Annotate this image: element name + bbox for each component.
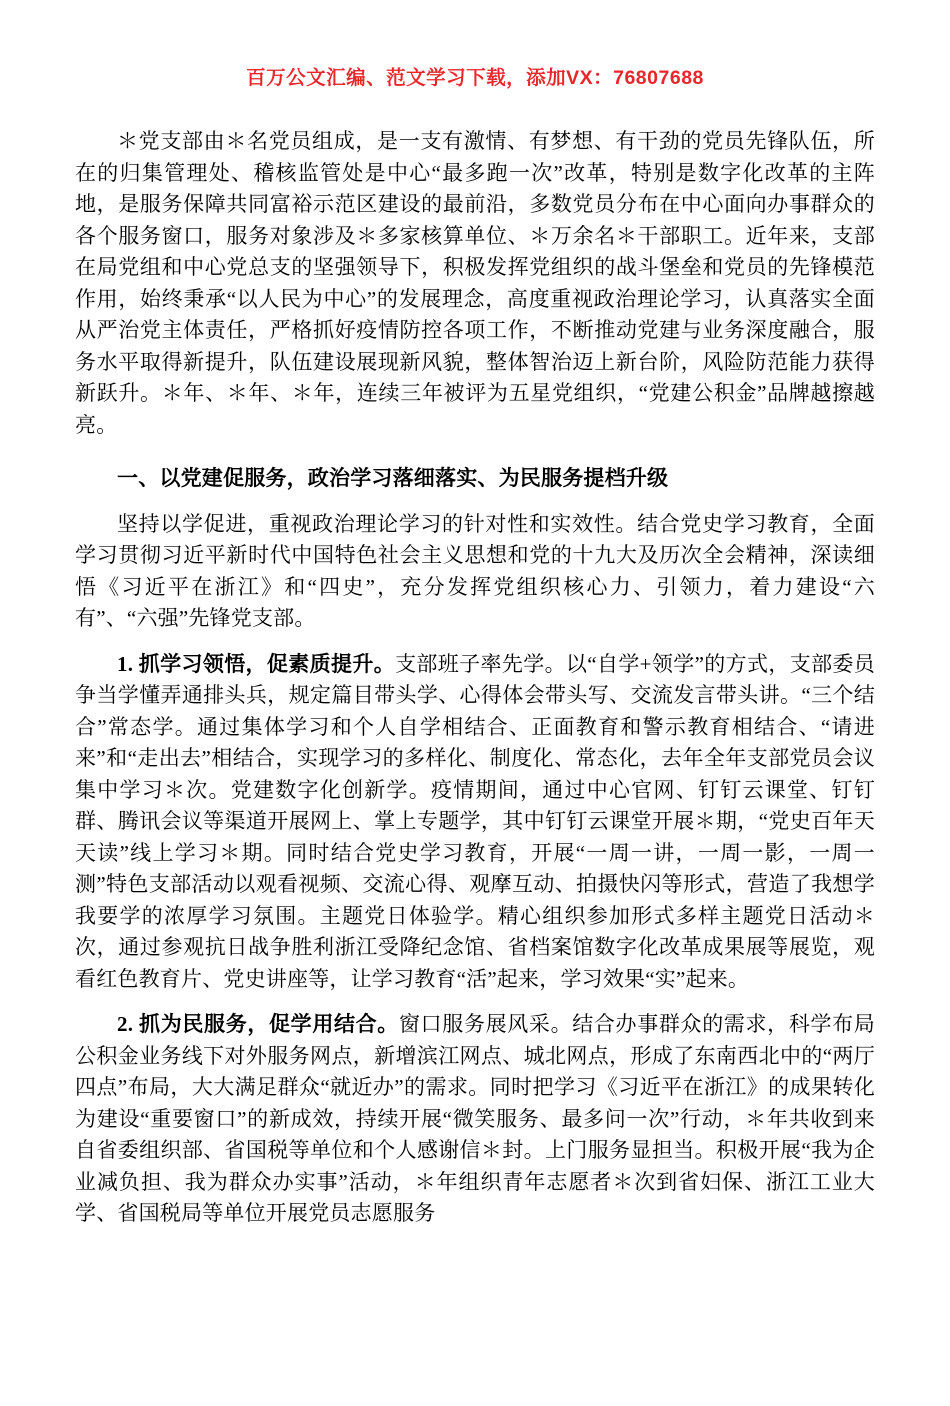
paragraph-item-2 xyxy=(75,1009,875,1230)
section-heading-1: 一、以党建促服务，政治学习落细落实、为民服务提档升级 xyxy=(117,466,669,490)
document-page xyxy=(0,62,950,1406)
item-1-lead: 1. 抓学习领悟，促素质提升。 xyxy=(117,651,396,676)
paragraph-intro: ＊党支部由＊名党员组成，是一支有激情、有梦想、有干劲的党员先锋队伍，所在的归集管理处、稽核监管处是中心“最多跑一次”改革，特别是数字化改革的主阵地，是服务保障共同富裕示范区建设的最前沿，多数党员分布在中心面向办事群众的各个服务窗口，服务对象涉及＊多家核算单位、＊万余名＊干部职工。近年来，支部在局党组和中心党总支的坚强领导下，积极发挥党组织的战斗堡垒和党员的先锋模范作用，始终秉承“以人民为中心”的发展理念，高度重视政治理论学习，认真落实全面从严治党主体责任，严格抓好疫情防控各项工作，不断推动党建与业务深度融合，服务水平取得新提升，队伍建设展现新风貌，整体智治迈上新台阶，风险防范能力获得新跃升。＊年、＊年、＊年，连续三年被评为五星党组织，“党建公积金”品牌越擦越亮。 xyxy=(75,129,875,437)
item-2-text: 窗口服务展风采。结合办事群众的需求，科学布局公积金业务线下对外服务网点，新增滨江网点、城北网点，形成了东南西北中的“两厅四点”布局，大大满足群众“就近办”的需求。同时把学习《习近平在浙江》的成果转化为建设“重要窗口”的新成效，持续开展“微笑服务、最多问一次”行动，＊年共收到来自省委组织部、省国税等单位和个人感谢信＊封。上门服务显担当。积极开展“我为企业减负担、我为群众办实事”活动，＊年组织青年志愿者＊次到省妇保、浙江工业大学、省国税局等单位开展党员志愿服务 xyxy=(75,1012,875,1225)
paragraph-item-1 xyxy=(75,649,875,996)
promo-banner: 百万公文汇编、范文学习下载，添加VX：76807688 xyxy=(246,67,704,89)
paragraph-section1-intro: 坚持以学促进，重视政治理论学习的针对性和实效性。结合党史学习教育，全面学习贯彻习近平新时代中国特色社会主义思想和党的十九大及历次全会精神，深读细悟《习近平在浙江》和“四史”，充分发挥党组织核心力、引领力，着力建设“六有”、“六强”先锋党支部。 xyxy=(75,511,875,630)
item-1-text: 支部班子率先学。以“自学+领学”的方式，支部委员争当学懂弄通排头兵，规定篇目带头学、心得体会带头写、交流发言带头讲。“三个结合”常态学。通过集体学习和个人自学相结合、正面教育和警示教育相结合、“请进来”和“走出去”相结合，实现学习的多样化、制度化、常态化，去年全年支部党员会议集中学习＊次。党建数字化创新学。疫情期间，通过中心官网、钉钉云课堂、钉钉群、腾讯会议等渠道开展网上、掌上专题学，其中钉钉云课堂开展＊期，“党史百年天天读”线上学习＊期。同时结合党史学习教育，开展“一周一讲，一周一影，一周一测”特色支部活动以观看视频、交流心得、观摩互动、拍摄快闪等形式，营造了我想学我要学的浓厚学习氛围。主题党日体验学。精心组织参加形式多样主题党日活动＊次，通过参观抗日战争胜利浙江受降纪念馆、省档案馆数字化改革成果展等展览，观看红色教育片、党史讲座等，让学习教育“活”起来，学习效果“实”起来。 xyxy=(75,651,875,991)
item-2-lead: 2. 抓为民服务，促学用结合。 xyxy=(117,1012,399,1036)
document-body xyxy=(75,126,875,1230)
